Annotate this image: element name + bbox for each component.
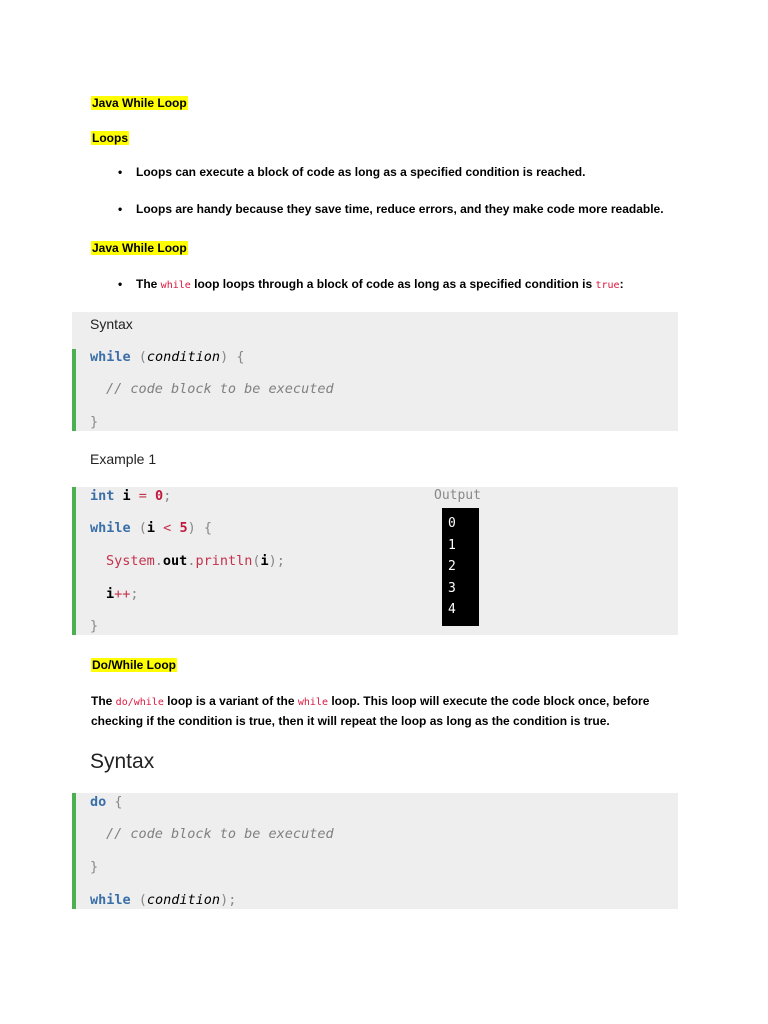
punct: ( bbox=[130, 520, 147, 536]
condition-text: condition bbox=[146, 892, 221, 908]
heading-text: Loops bbox=[92, 131, 128, 145]
text-mid: loop is a variant of the bbox=[163, 694, 298, 708]
punct: ; bbox=[130, 586, 139, 602]
inline-code-while: while bbox=[297, 697, 328, 708]
text-pre: The bbox=[136, 277, 161, 291]
code-line bbox=[106, 586, 139, 602]
punct: ( bbox=[130, 349, 147, 365]
list-item-text: Loops are handy because they save time, reduce errors, and they make code more readable. bbox=[136, 202, 664, 216]
text-mid: loop loops through a block of code as long as a specified condition is bbox=[190, 277, 596, 291]
list-item-text: Loops can execute a block of code as long as a specified condition is reached. bbox=[136, 165, 586, 179]
operator: < bbox=[155, 520, 180, 536]
text-post: : bbox=[619, 277, 624, 291]
code-accent-bar bbox=[72, 349, 76, 431]
condition-text: condition bbox=[146, 349, 221, 365]
operator: = bbox=[138, 488, 147, 504]
punct: { bbox=[106, 794, 123, 810]
text-post: loop. This loop will execute the code block once, before checking if the condition is true, then it will repeat the loop as long as the condition is true. bbox=[91, 694, 650, 728]
keyword-do: do bbox=[90, 794, 107, 810]
code-accent-bar bbox=[72, 793, 76, 909]
field: out bbox=[162, 553, 188, 569]
inline-code-true: true bbox=[595, 280, 620, 291]
punct: ); bbox=[220, 892, 237, 908]
code-line bbox=[106, 553, 285, 569]
var: i bbox=[106, 586, 115, 602]
heading-java-while-loop bbox=[91, 94, 188, 112]
code-line bbox=[90, 349, 244, 365]
punct: ) { bbox=[220, 349, 245, 365]
do-while-paragraph bbox=[91, 692, 691, 730]
method: println bbox=[195, 553, 253, 569]
var: i bbox=[114, 488, 139, 504]
punct: ); bbox=[268, 553, 285, 569]
punct: ; bbox=[163, 488, 172, 504]
punct: . bbox=[154, 553, 163, 569]
code-line: } bbox=[90, 859, 99, 875]
keyword-while: while bbox=[90, 892, 131, 908]
code-line bbox=[90, 794, 123, 810]
code-line bbox=[90, 892, 236, 908]
output-label: Output bbox=[434, 488, 481, 503]
code-line: } bbox=[90, 618, 99, 634]
bullet-icon: • bbox=[118, 277, 123, 291]
syntax-title: Syntax bbox=[90, 316, 133, 332]
output-line: 3 bbox=[448, 580, 456, 596]
inline-code-while: while bbox=[160, 280, 191, 291]
heading-text: Do/While Loop bbox=[92, 658, 176, 672]
example-code-box bbox=[72, 487, 678, 635]
code-line: } bbox=[90, 414, 99, 430]
output-line: 2 bbox=[448, 559, 456, 574]
output-line: 0 bbox=[448, 516, 456, 531]
heading-text: Java While Loop bbox=[92, 241, 187, 255]
punct: ( bbox=[130, 892, 147, 908]
output-line: 1 bbox=[448, 537, 456, 553]
syntax-heading: Syntax bbox=[90, 750, 155, 773]
punct: . bbox=[187, 553, 196, 569]
heading-do-while-loop bbox=[91, 656, 177, 674]
class-name: System bbox=[106, 553, 155, 569]
heading-java-while-loop-2 bbox=[91, 239, 188, 257]
var: i bbox=[146, 520, 156, 536]
heading-loops bbox=[91, 129, 129, 147]
inline-code-do-while: do/while bbox=[115, 697, 164, 708]
code-comment: // code block to be executed bbox=[106, 826, 334, 842]
keyword-while: while bbox=[90, 520, 131, 536]
number: 5 bbox=[179, 520, 188, 536]
heading-text: Java While Loop bbox=[92, 96, 187, 110]
keyword-int: int bbox=[90, 488, 115, 504]
code-comment: // code block to be executed bbox=[106, 381, 334, 397]
punct: ) { bbox=[187, 520, 212, 536]
punct: ( bbox=[252, 553, 261, 569]
code-line bbox=[90, 488, 171, 504]
operator: ++ bbox=[114, 586, 131, 602]
var: i bbox=[260, 553, 269, 569]
bullet-icon: • bbox=[118, 165, 123, 179]
syntax-code-box bbox=[72, 312, 678, 431]
example-title: Example 1 bbox=[90, 451, 157, 467]
keyword-while: while bbox=[90, 349, 131, 365]
list-item-text bbox=[136, 277, 624, 291]
output-console bbox=[442, 508, 479, 626]
do-while-code-box bbox=[72, 793, 678, 909]
number: 0 bbox=[146, 488, 164, 504]
output-line: 4 bbox=[448, 602, 456, 617]
code-line bbox=[90, 520, 212, 536]
code-accent-bar bbox=[72, 487, 76, 635]
text-pre: The bbox=[91, 694, 116, 708]
bullet-icon: • bbox=[118, 202, 123, 216]
